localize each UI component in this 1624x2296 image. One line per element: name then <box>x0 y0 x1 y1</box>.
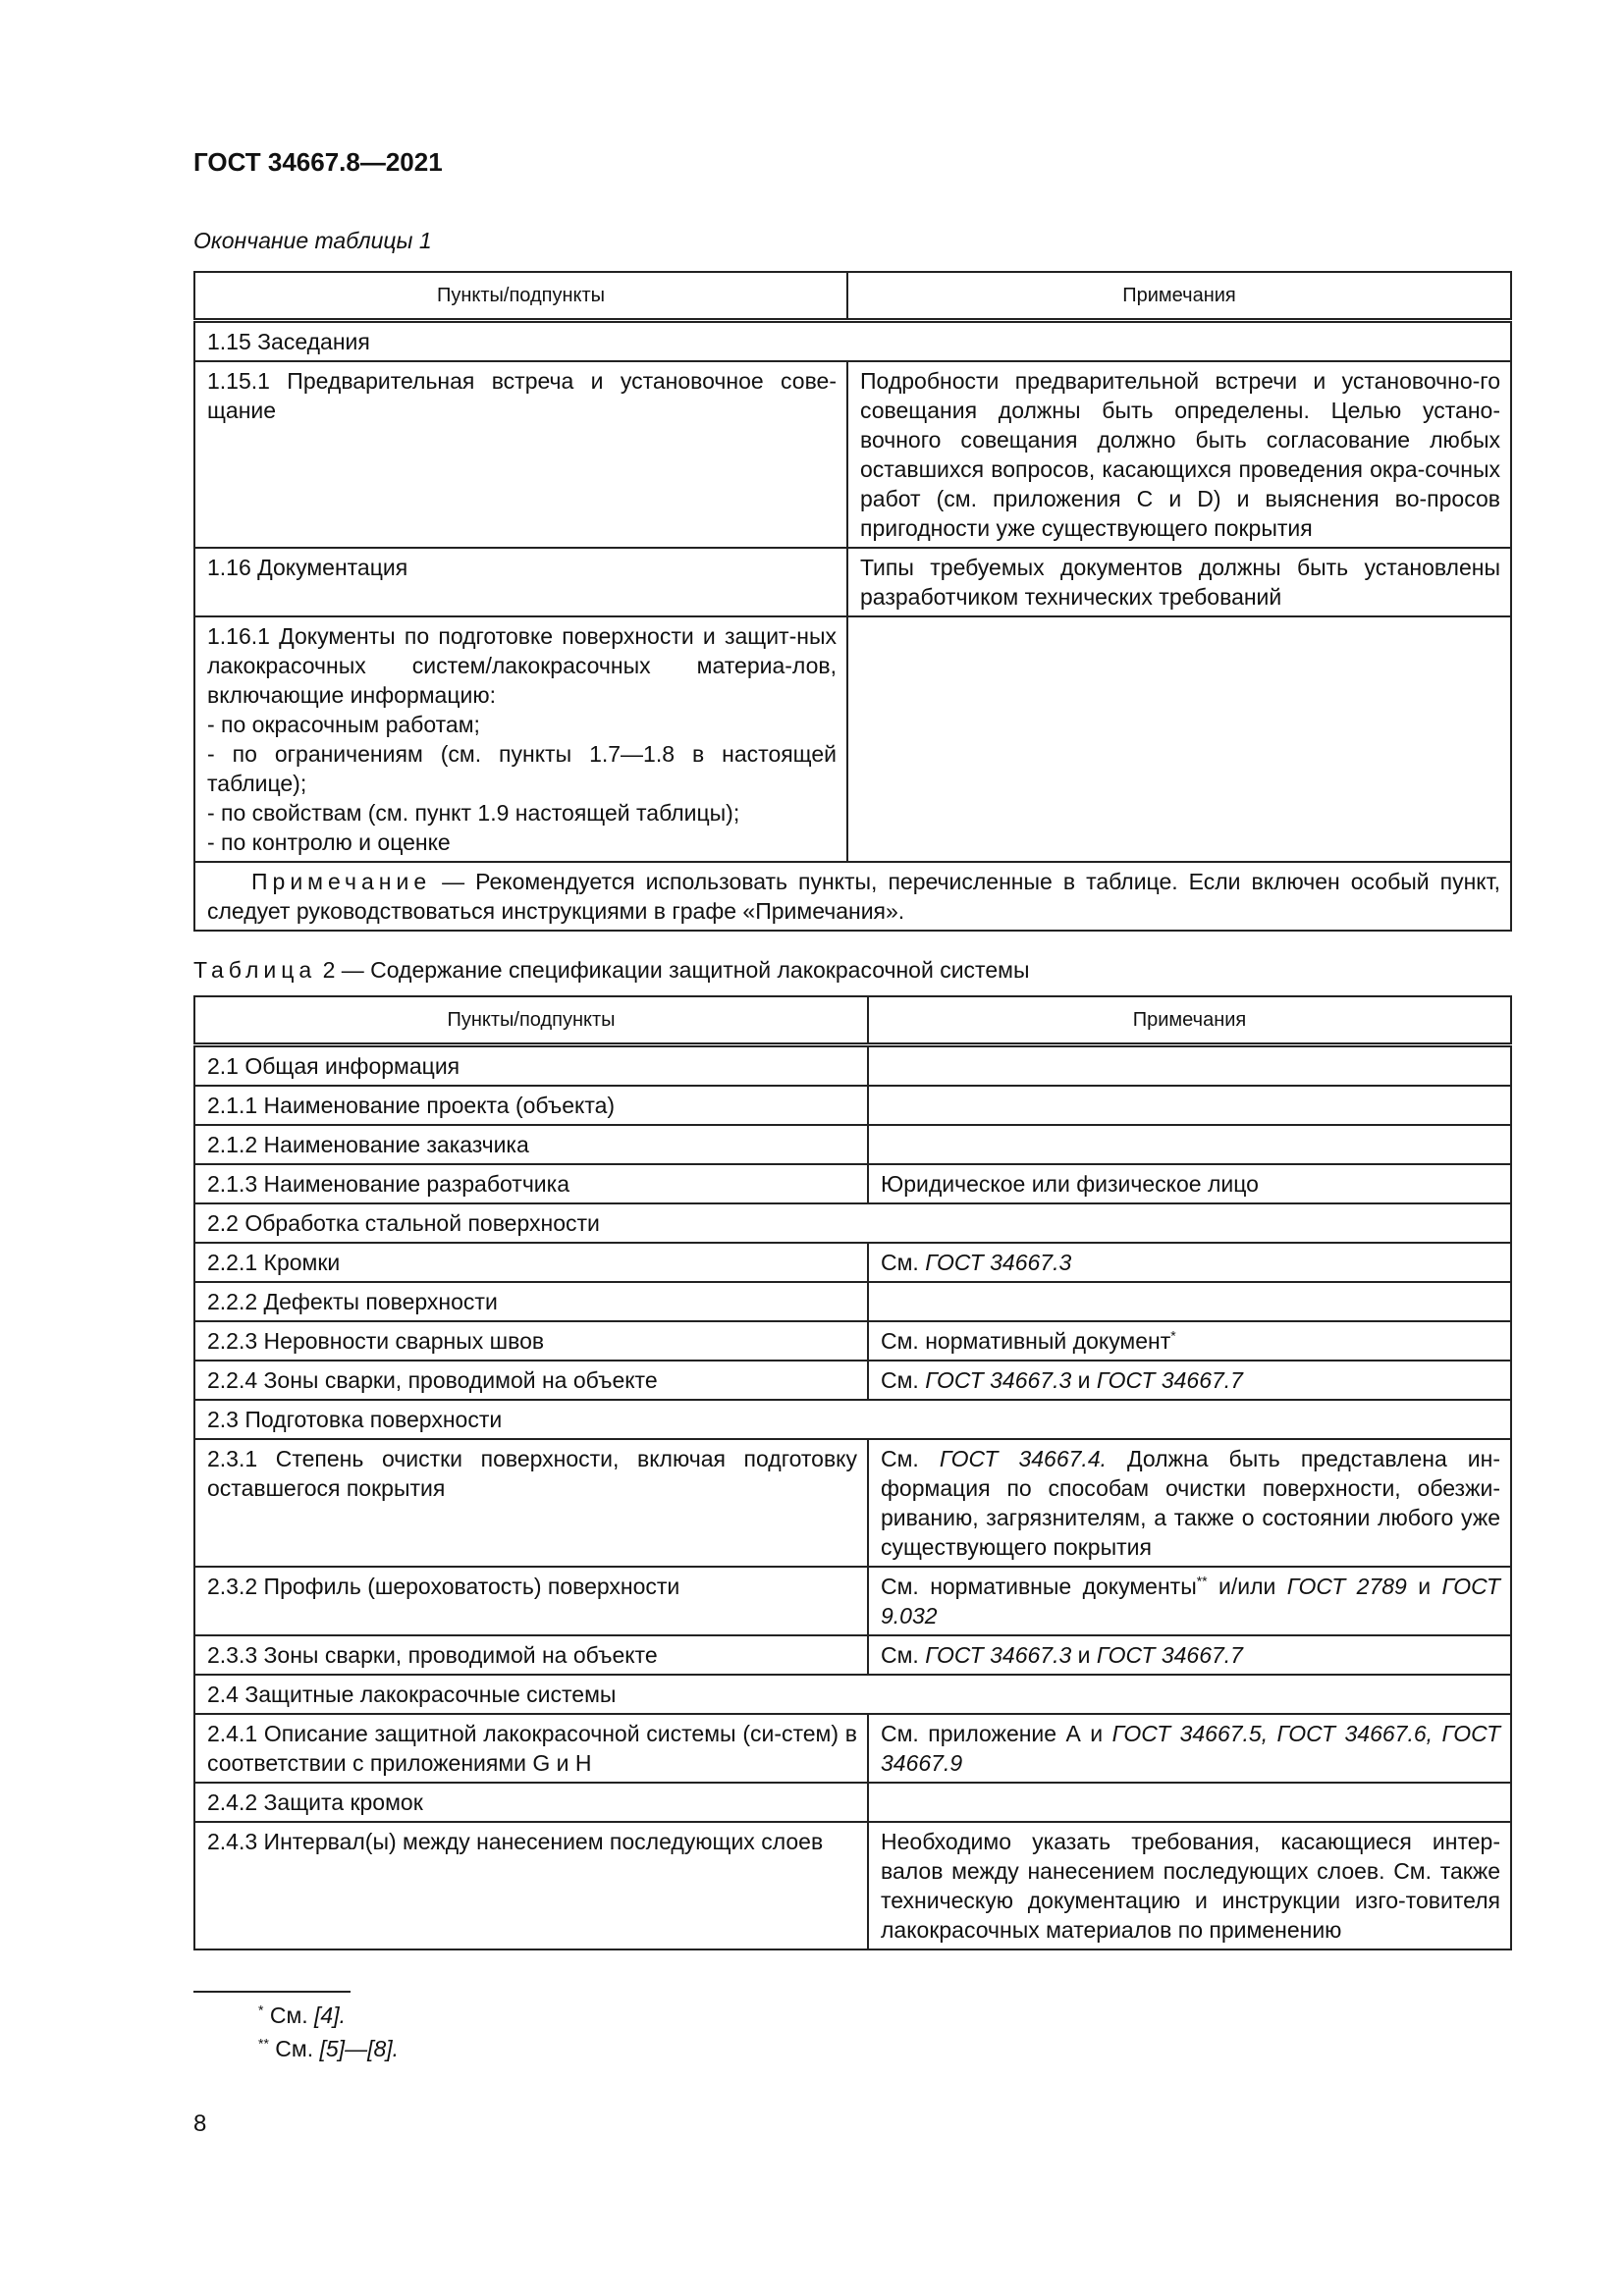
table-row <box>194 1783 1511 1822</box>
table-cell <box>868 1125 1511 1164</box>
footnote-marker: * <box>258 2002 264 2018</box>
table-row <box>194 1439 1511 1567</box>
note-prefix: См. <box>881 1367 926 1393</box>
standard-reference: ГОСТ 34667.7 <box>1096 1642 1243 1668</box>
note-text: См. нормативный документ <box>881 1328 1171 1354</box>
table-row <box>194 548 1511 616</box>
table-cell <box>868 1045 1511 1087</box>
footnote-2 <box>258 2036 399 2062</box>
footnote-marker: * <box>1170 1327 1176 1344</box>
table-row <box>194 1282 1511 1321</box>
standard-reference: ГОСТ 34667.3 <box>925 1642 1072 1668</box>
standard-reference: ГОСТ 34667.5, ГОСТ 34667.6, ГОСТ 34667.9 <box>881 1721 1501 1776</box>
table-1 <box>193 271 1512 932</box>
list-item: - по окрасочным работам; <box>207 712 480 737</box>
table-cell <box>868 1282 1511 1321</box>
list-item: - по свойствам (см. пункт 1.9 настоящей таблицы); <box>207 800 740 826</box>
standard-reference: ГОСТ 34667.3 <box>925 1250 1072 1275</box>
note-prefix: См. нормативные документы <box>881 1574 1197 1599</box>
table-cell: Подробности предварительной встречи и установочно-го совещания должны быть определены. Целью устано-вочного совещания должно быть согласование любых оставшихся вопросов, касающихся проведения окра-сочных работ (см. приложения С и D) и выяснения во-просов пригодности уже существующего покрытия <box>847 361 1511 548</box>
table-cell: Необходимо указать требования, касающиеся интер-валов между нанесением последующих слоев. См. также техническую документацию и инструкции изго-товителя лакокрасочных материалов по применению <box>868 1822 1511 1949</box>
footnote-prefix: См. <box>263 2002 315 2028</box>
note-prefix: См. <box>881 1446 940 1471</box>
table-cell: 2.4.2 Защита кромок <box>194 1783 868 1822</box>
table-cell: 2.1.3 Наименование разработчика <box>194 1164 868 1203</box>
list-item: - по контролю и оценке <box>207 829 451 855</box>
table-cell <box>868 1714 1511 1783</box>
table-cell: Типы требуемых документов должны быть установлены разработчиком технических требований <box>847 548 1511 616</box>
table-cell: 2.4.1 Описание защитной лакокрасочной системы (си-стем) в соответствии с приложениями G и H <box>194 1714 868 1783</box>
table-row <box>194 1567 1511 1635</box>
table2-col-items: Пункты/подпункты <box>194 996 868 1045</box>
table-cell: 2.1 Общая информация <box>194 1045 868 1087</box>
table2-col-notes: Примечания <box>868 996 1511 1045</box>
table-row <box>194 616 1511 862</box>
note-conjunction: и <box>1071 1367 1097 1393</box>
note-conjunction: и/или <box>1207 1574 1287 1599</box>
table-row <box>194 1822 1511 1949</box>
table-row <box>194 1321 1511 1361</box>
table-cell <box>194 616 847 862</box>
table-cell: 2.2.2 Дефекты поверхности <box>194 1282 868 1321</box>
table1-col-notes: Примечания <box>847 272 1511 321</box>
table-cell: 2.2.3 Неровности сварных швов <box>194 1321 868 1361</box>
table-cell: 2.3.1 Степень очистки поверхности, включая подготовку оставшегося покрытия <box>194 1439 868 1567</box>
table1-caption: Окончание таблицы 1 <box>193 228 432 253</box>
table-cell: 1.16 Документация <box>194 548 847 616</box>
bibliography-reference: [5]—[8]. <box>319 2036 400 2061</box>
table-cell: Юридическое или физическое лицо <box>868 1164 1511 1203</box>
table-cell: 1.15.1 Предварительная встреча и установочное сове-щание <box>194 361 847 548</box>
table2-caption-text: 2 — Содержание спецификации защитной лакокрасочной системы <box>316 957 1030 983</box>
table-cell: 2.3.3 Зоны сварки, проводимой на объекте <box>194 1635 868 1675</box>
table-cell <box>868 1243 1511 1282</box>
list-item: - по ограничениям (см. пункты 1.7—1.8 в настоящей таблице); <box>207 741 837 796</box>
table2-header-row <box>194 996 1511 1045</box>
standard-reference: ГОСТ 34667.4. <box>939 1446 1107 1471</box>
table2-caption <box>193 957 1029 984</box>
table1-col-items: Пункты/подпункты <box>194 272 847 321</box>
table-cell <box>868 1783 1511 1822</box>
standard-reference: ГОСТ 2789 <box>1286 1574 1407 1599</box>
table-row <box>194 1361 1511 1400</box>
footnote-marker: ** <box>1196 1573 1208 1589</box>
table-cell <box>847 616 1511 862</box>
standard-reference: ГОСТ 34667.7 <box>1096 1367 1243 1393</box>
table-row <box>194 1164 1511 1203</box>
table-cell: 2.2.1 Кромки <box>194 1243 868 1282</box>
table-cell: 2.2.4 Зоны сварки, проводимой на объекте <box>194 1361 868 1400</box>
table-cell: 2.2 Обработка стальной поверхности <box>194 1203 1511 1243</box>
table2-caption-label: Таблица <box>193 957 317 983</box>
note-text: Должна быть представлена ин-формация по способам очистки поверхности, обезжи-риванию, загрязнителям, а также о состоянии любого уже существующего покрытия <box>881 1446 1501 1560</box>
footnote-marker: ** <box>258 2035 269 2052</box>
table-cell <box>868 1086 1511 1125</box>
page-number: 8 <box>193 2110 207 2137</box>
footnote-prefix: См. <box>268 2036 320 2061</box>
table1-header-row <box>194 272 1511 321</box>
table-note-row <box>194 862 1511 931</box>
note-prefix: См. приложение А и <box>881 1721 1112 1746</box>
table-cell: 2.3.2 Профиль (шероховатость) поверхности <box>194 1567 868 1635</box>
table-cell <box>868 1361 1511 1400</box>
bibliography-reference: [4]. <box>314 2002 347 2028</box>
document-standard-header: ГОСТ 34667.8—2021 <box>193 147 443 177</box>
table-row <box>194 1400 1511 1439</box>
table-row <box>194 1635 1511 1675</box>
table-cell: 1.15 Заседания <box>194 321 1511 362</box>
note-prefix: См. <box>881 1642 926 1668</box>
table-cell: 2.4 Защитные лакокрасочные системы <box>194 1675 1511 1714</box>
table-row <box>194 1714 1511 1783</box>
table-cell: 2.4.3 Интервал(ы) между нанесением последующих слоев <box>194 1822 868 1949</box>
table-row <box>194 1203 1511 1243</box>
table-cell: 2.3 Подготовка поверхности <box>194 1400 1511 1439</box>
table-cell <box>868 1321 1511 1361</box>
note-label: Примечание <box>251 869 432 894</box>
table-cell: 2.1.1 Наименование проекта (объекта) <box>194 1086 868 1125</box>
footnote-1 <box>258 2002 346 2029</box>
table-row <box>194 1086 1511 1125</box>
list-item: 1.16.1 Документы по подготовке поверхности и защит-ных лакокрасочных систем/лакокрасочных материа-лов, включающие информацию: <box>207 623 837 708</box>
table-cell <box>868 1567 1511 1635</box>
standard-reference: ГОСТ 34667.3 <box>925 1367 1072 1393</box>
table-row <box>194 361 1511 548</box>
footnote-divider <box>193 1991 351 1993</box>
table-row <box>194 1675 1511 1714</box>
standard-reference: ГОСТ 9.032 <box>881 1574 1500 1629</box>
table-2 <box>193 995 1512 1950</box>
table-cell <box>868 1439 1511 1567</box>
table-cell: 2.1.2 Наименование заказчика <box>194 1125 868 1164</box>
table-row <box>194 1045 1511 1087</box>
table-row <box>194 321 1511 362</box>
note-text: — Рекомендуется использовать пункты, перечисленные в таблице. Если включен особый пункт, следует руководствоваться инструкциями в графе «Примечания». <box>207 869 1500 924</box>
table-row <box>194 1125 1511 1164</box>
table-note <box>194 862 1511 931</box>
note-prefix: См. <box>881 1250 926 1275</box>
note-conjunction: и <box>1071 1642 1097 1668</box>
note-conjunction: и <box>1406 1574 1442 1599</box>
table-cell <box>868 1635 1511 1675</box>
table-row <box>194 1243 1511 1282</box>
